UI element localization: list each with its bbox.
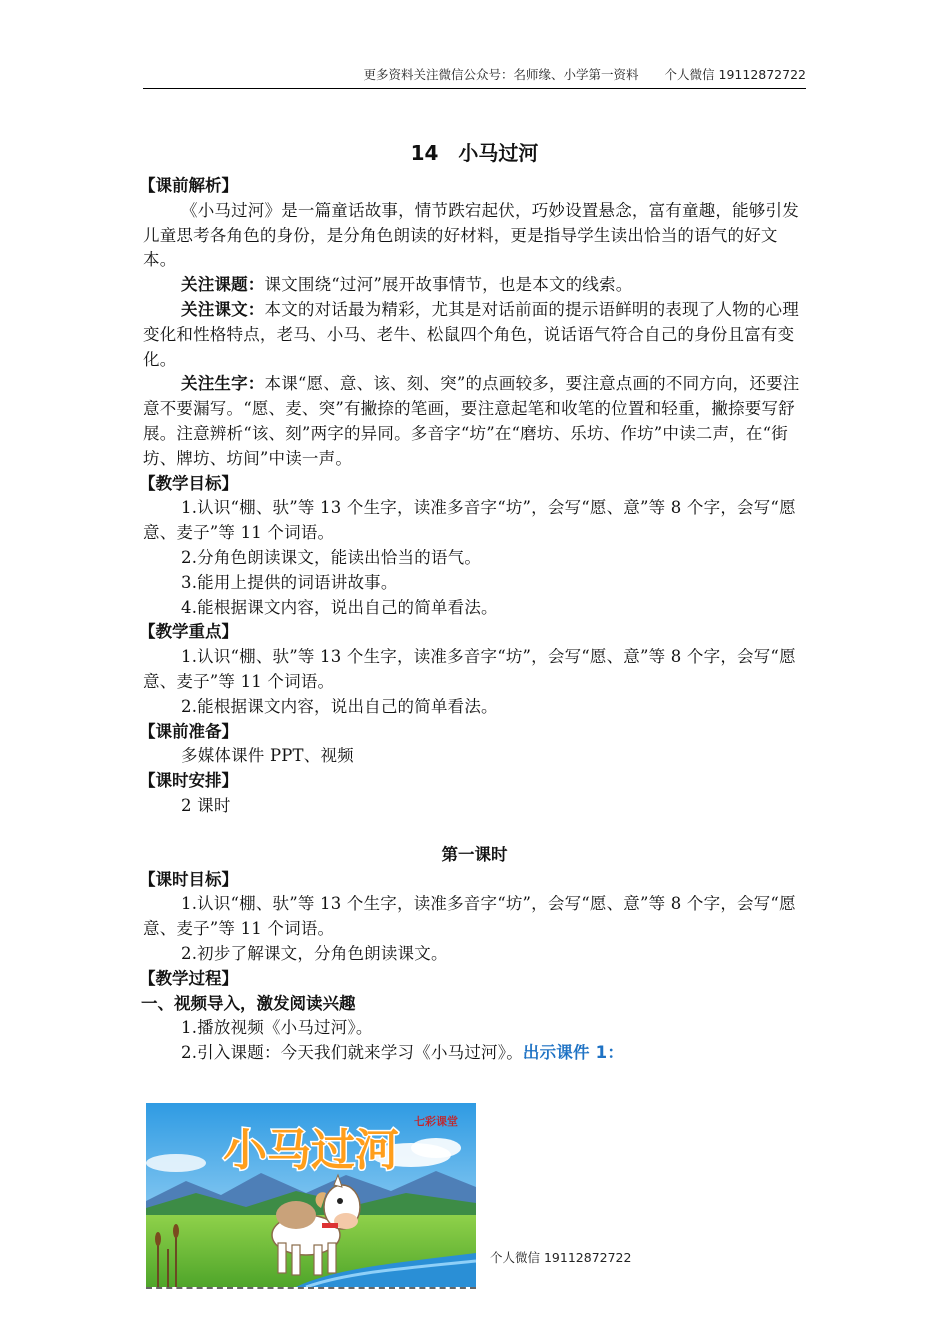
goal-item: 3.能用上提供的词语讲故事。 [181, 572, 398, 592]
time-text: 2 课时 [181, 795, 231, 815]
header-left-text: 更多资料关注微信公众号：名师缘、小学第一资料 [363, 67, 639, 82]
slide-logo: 七彩课堂 [414, 1115, 458, 1128]
step1-item-text: 2.引入课题：今天我们就来学习《小马过河》。 [181, 1043, 523, 1063]
focus-text-paragraph [143, 298, 806, 372]
footer-wechat: 个人微信 19112872722 [490, 1250, 632, 1265]
header-wechat: 个人微信 19112872722 [664, 67, 806, 82]
lesson1-process-heading: 【教学过程】 [139, 968, 238, 988]
focus-chars-paragraph [143, 372, 806, 471]
step1-item: 1.播放视频《小马过河》。 [181, 1018, 373, 1038]
lesson1-heading: 第一课时 [441, 844, 508, 864]
show-slide-label: 出示课件 1： [522, 1043, 625, 1063]
goal-item: 4.能根据课文内容，说出自己的简单看法。 [181, 597, 498, 617]
page-header [143, 66, 806, 89]
focus-title-label: 关注课题： [181, 275, 265, 295]
lesson1-goals-heading: 【课时目标】 [139, 869, 238, 889]
section-heading-time: 【课时安排】 [139, 771, 238, 791]
goal-item: 2.分角色朗读课文，能读出恰当的语气。 [181, 547, 482, 567]
focus-text-text: 本文的对话最为精彩，尤其是对话前面的提示语鲜明的表现了人物的心理变化和性格特点，老马、小马、老牛、松鼠四个角色，说话语气符合自己的身份且富有变化。 [143, 299, 799, 369]
slide-illustration [146, 1103, 476, 1287]
section-heading-prep: 【课前准备】 [139, 721, 238, 741]
slide-image [146, 1103, 476, 1289]
section-heading-key: 【教学重点】 [139, 622, 238, 642]
document-body [139, 138, 806, 1066]
key-item: 2.能根据课文内容，说出自己的简单看法。 [181, 696, 498, 716]
slide-title: 小马过河 [223, 1125, 399, 1176]
section-heading-goals: 【教学目标】 [139, 473, 238, 493]
step1-item [143, 1041, 806, 1066]
focus-chars-text: 本课“愿、意、该、刻、突”的点画较多，要注意点画的不同方向，还要注意不要漏写。“愿、麦、突”有撇捺的笔画，要注意起笔和收笔的位置和轻重，撇捺要写舒展。注意辨析“该、刻”两字的异同。多音字“坊”在“磨坊、乐坊、作坊”中读二声，在“街坊、牌坊、坊间”中读一声。 [143, 374, 800, 468]
analysis-paragraph: 《小马过河》是一篇童话故事，情节跌宕起伏，巧妙设置悬念，富有童趣，能够引发儿童思考各角色的身份，是分角色朗读的好材料，更是指导学生读出恰当的语气的好文本。 [143, 200, 799, 270]
key-item: 1.认识“棚、驮”等 13 个生字，读准多音字“坊”，会写“愿、意”等 8 个字，会写“愿意、麦子”等 11 个词语。 [143, 647, 796, 691]
focus-chars-label: 关注生字： [181, 374, 265, 394]
lesson-title: 14 小马过河 [410, 141, 539, 165]
goal-item: 1.认识“棚、驮”等 13 个生字，读准多音字“坊”，会写“愿、意”等 8 个字，会写“愿意、麦子”等 11 个词语。 [143, 498, 796, 543]
step1-heading: 一、视频导入，激发阅读兴趣 [141, 993, 356, 1013]
prep-text: 多媒体课件 PPT、视频 [181, 746, 354, 766]
focus-title-paragraph [143, 273, 806, 298]
focus-title-text: 课文围绕“过河”展开故事情节，也是本文的线索。 [264, 275, 633, 295]
lesson1-goal-item: 1.认识“棚、驮”等 13 个生字，读准多音字“坊”，会写“愿、意”等 8 个字，会写“愿意、麦子”等 11 个词语。 [143, 894, 796, 939]
section-heading-analysis: 【课前解析】 [139, 176, 238, 195]
lesson1-goal-item: 2.初步了解课文，分角色朗读课文。 [181, 943, 448, 963]
focus-text-label: 关注课文： [181, 299, 265, 319]
